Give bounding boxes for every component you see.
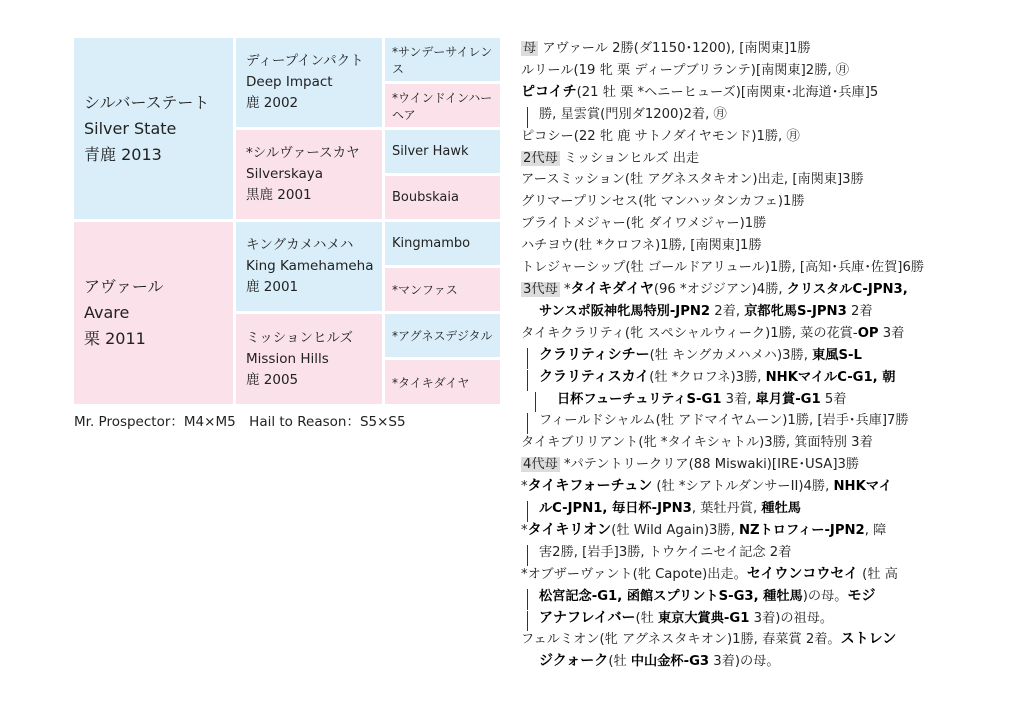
dam-coat-year: 栗 2011 [84,329,146,348]
family-line: クラリティシチー(牡 キングカメハメハ)3勝, 東風S-L [521,345,961,367]
g3-cell [385,314,500,357]
dam-dam-coat-year: 鹿 2005 [246,371,299,388]
family-line: タイキブリリアント(牝 *タイキシャトル)3勝, 箕面特別 3着 [521,435,873,451]
family-line: ピコイチ(21 牡 栗 *ヘニーヒューズ)[南関東･北海道･兵庫]5 [521,83,879,100]
dam-cell [74,222,233,404]
g3-cell [385,84,500,127]
dam-dam-cell [236,314,382,404]
dam-sire-name-en: King Kamehameha [246,258,374,274]
dam-sire-name-ja: キングカメハメハ [246,237,354,253]
sire-cell [74,38,233,219]
g3-cell [385,38,500,81]
g3-name: *ウインドインハーヘア [392,90,493,122]
g3-name: Kingmambo [392,236,471,251]
g3-cell [385,176,500,219]
g3-cell [385,130,500,173]
family-line: クラリティスカイ(牡 *クロフネ)3勝, NHKマイルC-G1, 朝 [521,367,961,389]
family-line: 2代母 ミッションヒルズ 出走 [523,150,700,166]
g3-name: *タイキダイヤ [392,375,470,390]
family-line: *タイキリオン(牡 Wild Again)3勝, NZトロフィー-JPN2, 障 [521,521,887,538]
sire-name-ja: シルバーステート [84,92,210,112]
family-line: アナフレイバー(牡 東京大賞典-G1 3着)の祖母。 [521,608,961,630]
family-line: アースミッション(牡 アグネスタキオン)出走, [南関東]3勝 [521,172,864,188]
g3-name: Silver Hawk [392,144,469,159]
g3-name: *マンファス [392,283,458,297]
family-line: *オブザーヴァント(牝 Capote)出走。セイウンコウセイ (牡 高 [521,565,898,582]
family-text [521,38,961,673]
family-line: 日杯フューチュリティS-G1 3着, 皐月賞-G1 5着 [521,389,961,411]
inbreeding-note: Mr. Prospector：M4×M5 Hail to Reason：S5×S5 [74,414,406,430]
sire-sire-coat-year: 鹿 2002 [246,95,299,111]
family-line: フィールドシャルム(牡 アドマイヤムーン)1勝, [岩手･兵庫]7勝 [521,410,961,432]
family-line: 4代母 *パテントリークリア(88 Miswaki)[IRE･USA]3勝 [523,457,860,473]
sire-coat-year: 青鹿 2013 [84,144,162,164]
dam-dam-name-en: Mission Hills [246,350,329,367]
family-line: フェルミオン(牝 アグネスタキオン)1勝, 春菜賞 2着。ストレン [521,631,897,648]
family-line: ピコシー(22 牝 鹿 サトノダイヤモンド)1勝, ㊊ [521,128,800,144]
family-line: ブライトメジャー(牝 ダイワメジャー)1勝 [521,216,767,232]
sire-sire-name-ja: ディープインパクト [246,53,364,69]
sire-name-en: Silver State [84,118,177,138]
family-line: トレジャーシップ(牡 ゴールドアリュール)1勝, [高知･兵庫･佐賀]6勝 [521,260,925,276]
g3-cell [385,360,500,404]
family-line: ルリール(19 牝 栗 ディープブリランテ)[南関東]2勝, ㊊ [521,62,849,78]
generation-tag: 2代母 [523,150,558,166]
g3-cell [385,222,500,265]
sire-dam-name-en: Silverskaya [246,166,324,182]
sire-sire-cell [236,38,382,127]
g3-name: *アグネスデジタル [392,329,493,343]
dam-sire-coat-year: 鹿 2001 [246,279,299,295]
family-line: 勝, 星雲賞(門別ダ1200)2着, ㊊ [521,104,961,126]
dam-sire-cell [236,222,382,311]
sire-dam-name-ja: *シルヴァースカヤ [246,145,360,161]
g3-cell [385,268,500,311]
sire-dam-coat-year: 黒鹿 2001 [246,187,312,203]
family-line: *タイキフォーチュン (牡 *シアトルダンサーII)4勝, NHKマイ [521,478,892,495]
family-line: 害2勝, [岩手]3勝, トウケイニセイ記念 2着 [521,542,961,564]
family-line: グリマープリンセス(牝 マンハッタンカフェ)1勝 [521,194,805,210]
generation-tag: 4代母 [523,457,558,473]
family-line: 松宮記念-G1, 函館スプリントS-G3, 種牡馬)の母。モジ [521,586,961,608]
dam-name-en: Avare [84,303,130,322]
family-line: 3代母 *タイキダイヤ(96 *オジジアン)4勝, クリスタルC-JPN3, [523,280,908,297]
g3-name: Boubskaia [392,190,459,205]
dam-dam-name-ja: ミッションヒルズ [246,329,354,346]
dam-name-ja: アヴァール [84,277,164,296]
sire-dam-cell [236,130,382,219]
family-line: ハチヨウ(牡 *クロフネ)1勝, [南関東]1勝 [521,238,762,254]
family-line: サンスポ阪神牝馬特別-JPN2 2着, 京都牝馬S-JPN3 2着 [539,303,873,319]
family-line: ルC-JPN1, 毎日杯-JPN3, 葉牡丹賞, 種牡馬 [521,498,961,520]
family-line: ジクォーク(牡 中山金杯-G3 3着)の母。 [539,653,780,670]
family-line: 母 アヴァール 2勝(ダ1150･1200), [南関東]1勝 [523,41,811,56]
family-line: タイキクラリティ(牝 スペシャルウィーク)1勝, 菜の花賞-OP 3着 [521,325,905,341]
g3-name: *サンデーサイレンス [392,44,493,76]
sire-sire-name-en: Deep Impact [246,74,333,90]
generation-tag: 3代母 [523,281,558,297]
generation-tag: 母 [523,41,537,56]
